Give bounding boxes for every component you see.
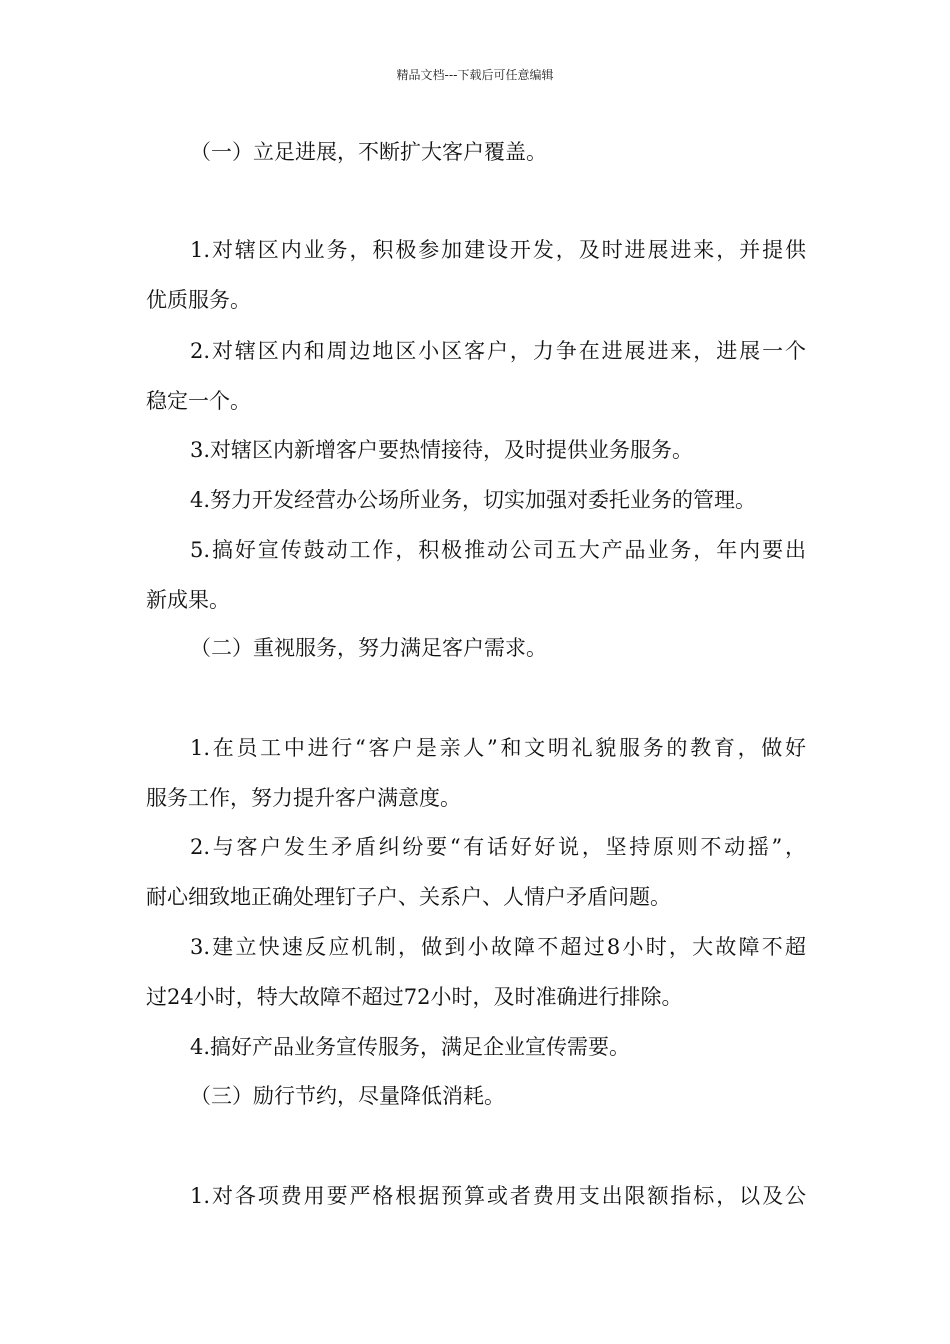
section-heading-2: （二）重视服务，努力满足客户需求。	[190, 636, 547, 660]
paragraph-line: 耐心细致地正确处理钉子户、关系户、人情户矛盾问题。	[146, 885, 671, 909]
paragraph-line: 服务工作，努力提升客户满意度。	[146, 786, 461, 810]
paragraph-line: 新成果。	[146, 588, 230, 612]
paragraph-line: 稳定一个。	[146, 389, 251, 413]
paragraph-line: 2.与客户发生矛盾纠纷要“有话好好说，坚持原则不动摇”，	[190, 835, 806, 859]
paragraph-line: 3.建立快速反应机制，做到小故障不超过8小时，大故障不超	[190, 935, 806, 959]
paragraph-line: 4.努力开发经营办公场所业务，切实加强对委托业务的管理。	[190, 488, 757, 512]
section-heading-1: （一）立足进展，不断扩大客户覆盖。	[190, 140, 547, 164]
paragraph-line: 4.搞好产品业务宣传服务，满足企业宣传需要。	[190, 1035, 631, 1059]
paragraph-line: 3.对辖区内新增客户要热情接待，及时提供业务服务。	[190, 438, 694, 462]
paragraph-line: 1.在员工中进行“客户是亲人”和文明礼貌服务的教育，做好	[190, 736, 806, 760]
paragraph-line: 1.对各项费用要严格根据预算或者费用支出限额指标，以及公	[190, 1184, 806, 1208]
paragraph-line: 5.搞好宣传鼓动工作，积极推动公司五大产品业务，年内要出	[190, 538, 806, 562]
page-header: 精品文档---下载后可任意编辑	[396, 68, 554, 82]
paragraph-line: 过24小时，特大故障不超过72小时，及时准确进行排除。	[146, 985, 683, 1009]
paragraph-line: 1.对辖区内业务，积极参加建设开发，及时进展进来，并提供	[190, 238, 806, 262]
paragraph-line: 优质服务。	[146, 288, 251, 312]
paragraph-line: 2.对辖区内和周边地区小区客户，力争在进展进来，进展一个	[190, 339, 806, 363]
section-heading-3: （三）励行节约，尽量降低消耗。	[190, 1084, 505, 1108]
